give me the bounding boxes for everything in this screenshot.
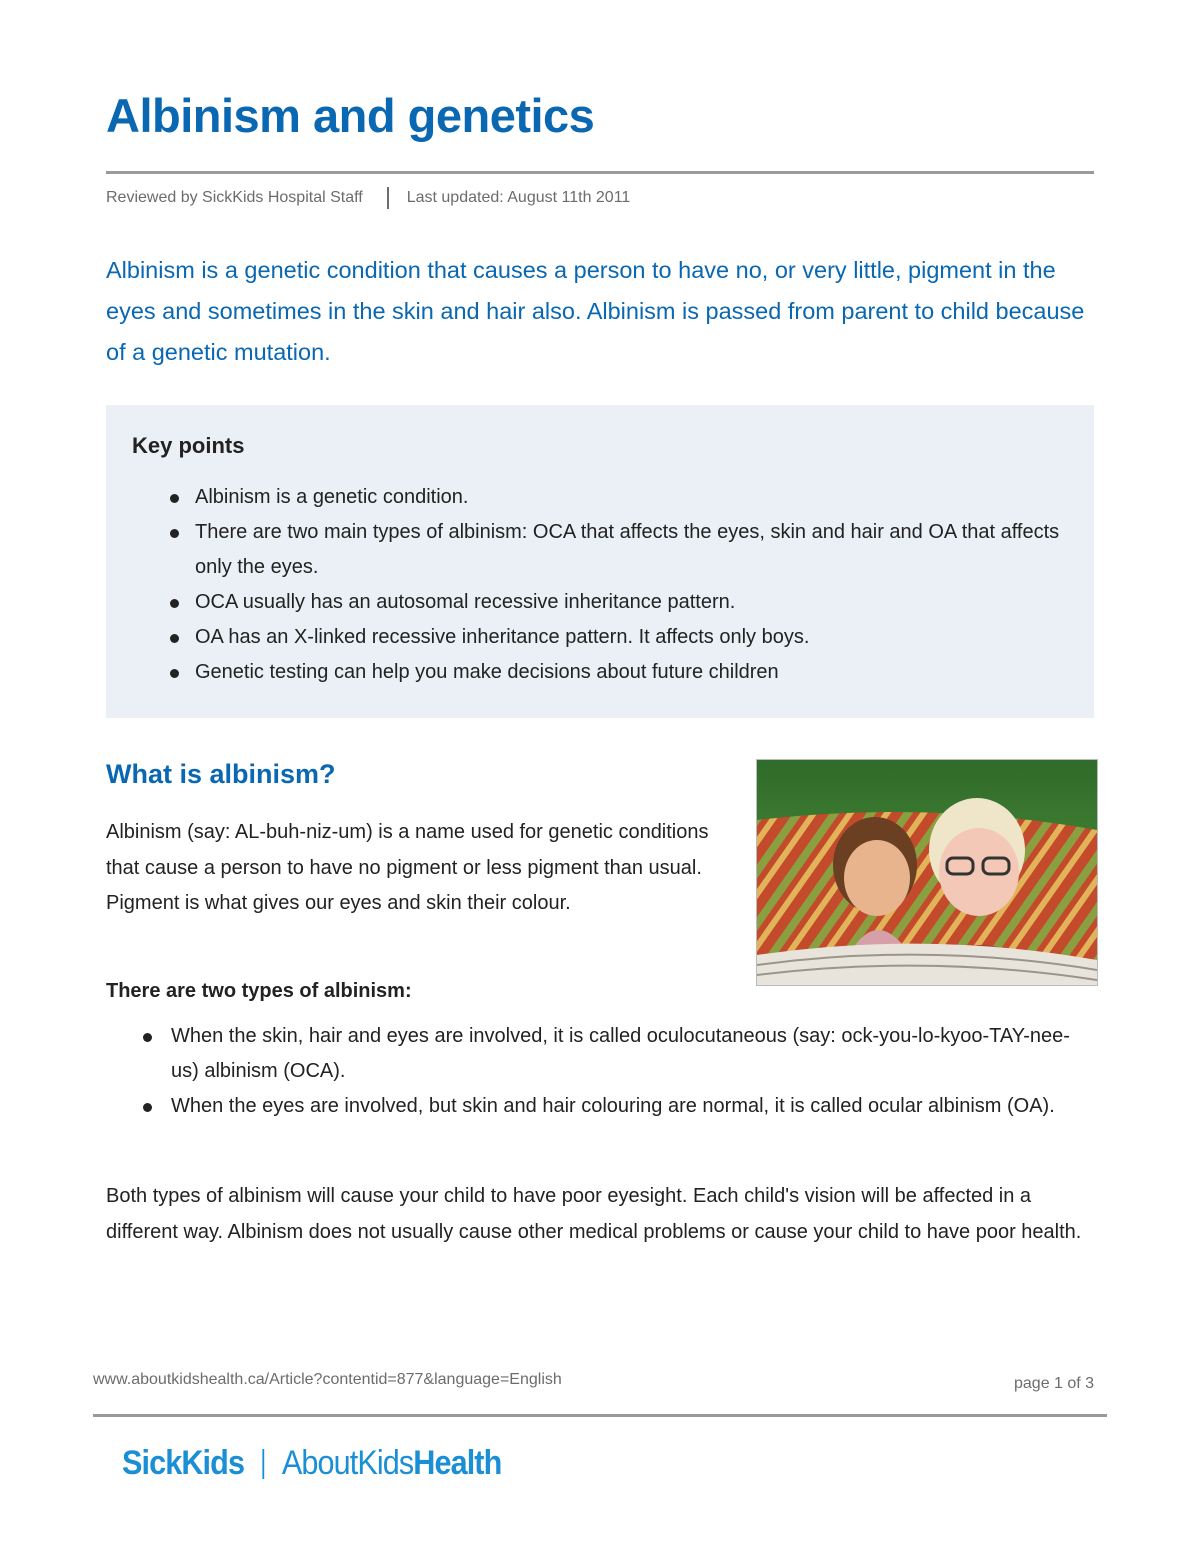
page-number: page 1 of 3: [1014, 1375, 1095, 1392]
list-item: Genetic testing can help you make decisions about future children: [168, 655, 1068, 690]
list-item: There are two main types of albinism: OCA that affects the eyes, skin and hair and OA that affects only the eyes.: [168, 515, 1068, 585]
list-item: OCA usually has an autosomal recessive inheritance pattern.: [168, 585, 1068, 620]
children-photo-illustration: [757, 760, 1097, 985]
key-points-list: [168, 480, 1068, 690]
logo-sickkids: SickKids: [122, 1444, 245, 1482]
article-meta: [106, 187, 630, 209]
footer-url-link[interactable]: www.aboutkidshealth.ca/Article?contentid=877&language=English: [93, 1371, 562, 1388]
list-item: OA has an X-linked recessive inheritance pattern. It affects only boys.: [168, 620, 1068, 655]
types-heading: There are two types of albinism:: [106, 980, 412, 1002]
logo-health: Health: [413, 1444, 502, 1482]
closing-paragraph: Both types of albinism will cause your child to have poor eyesight. Each child's vision will be affected in a different way. Albinism does not usually cause other medical problems or cause your child to have poor health.: [106, 1185, 1082, 1243]
key-points-box: [106, 405, 1094, 718]
page-title: Albinism and genetics: [106, 89, 595, 142]
last-updated: Last updated: August 11th 2011: [406, 189, 631, 206]
section-heading-what-is-albinism: What is albinism?: [106, 759, 336, 789]
list-item: When the eyes are involved, but skin and hair colouring are normal, it is called ocular albinism (OA).: [134, 1089, 1074, 1124]
children-photo: [756, 759, 1098, 986]
title-divider: [106, 171, 1094, 174]
key-points-heading: Key points: [132, 433, 245, 458]
list-item: Albinism is a genetic condition.: [168, 480, 1068, 515]
footer-divider: [93, 1414, 1107, 1417]
logo-separator: [262, 1449, 264, 1479]
list-item: When the skin, hair and eyes are involved, it is called oculocutaneous (say: ock-you-lo-kyoo-TAY-nee-us) albinism (OCA).: [134, 1019, 1074, 1089]
intro-paragraph: Albinism is a genetic condition that causes a person to have no, or very little, pigment in the eyes and sometimes in the skin and hair also. Albinism is passed from parent to child because of a genetic mutation.: [106, 257, 1085, 365]
logo-aboutkids: AboutKids: [281, 1444, 414, 1482]
types-list: [134, 1019, 1074, 1124]
reviewed-by: Reviewed by SickKids Hospital Staff: [106, 189, 363, 206]
what-is-albinism-paragraph: Albinism (say: AL-buh-niz-um) is a name used for genetic conditions that cause a person to have no pigment or less pigment than usual. Pigment is what gives our eyes and skin their colour.: [106, 821, 709, 914]
meta-separator: [387, 187, 389, 209]
sickkids-aboutkidshealth-logo: [122, 1444, 501, 1483]
